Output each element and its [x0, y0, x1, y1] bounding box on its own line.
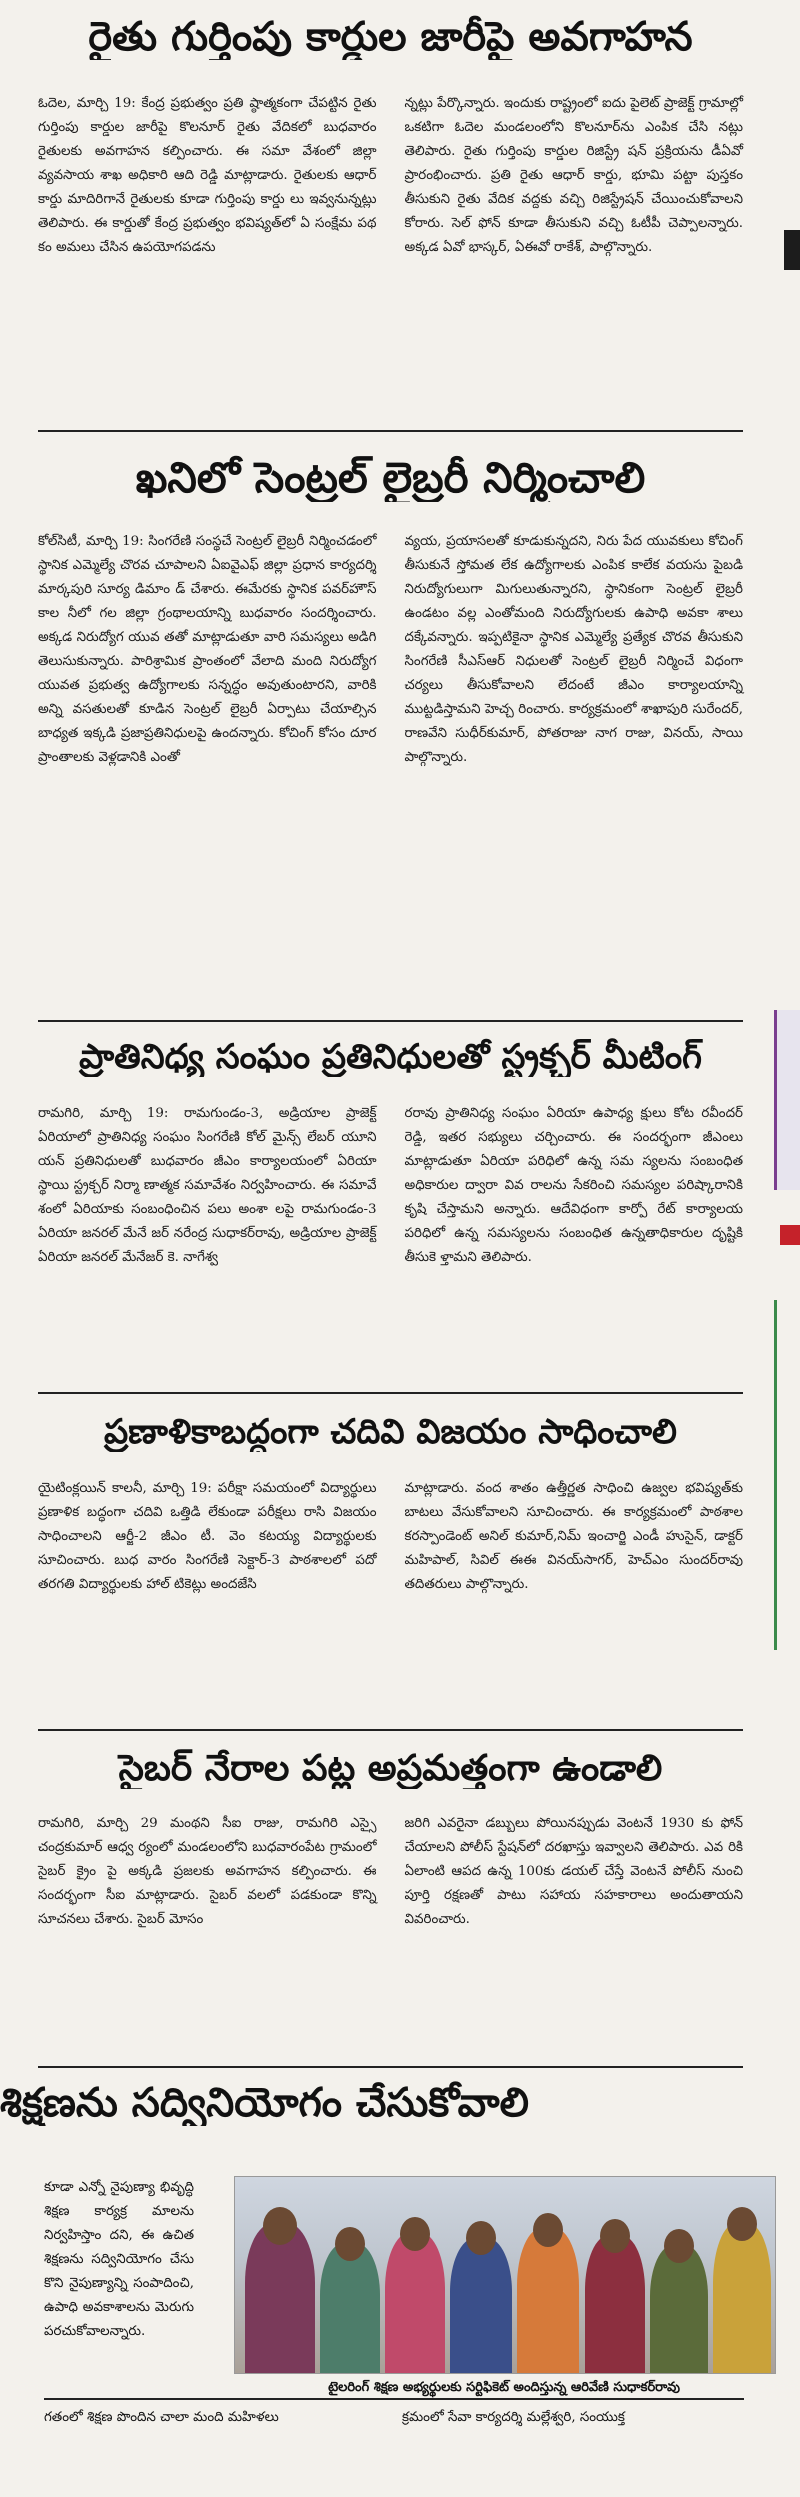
article-body [38, 1102, 743, 1270]
photo-caption: టైలరింగ్ శిక్షణ అభ్యర్థులకు సర్టిఫికెట్ అందిస్తున్న ఆరివేణి సుధాకర్‌రావు [328, 2380, 680, 2395]
body-footer-right: క్రమంలో సేవా కార్యదర్శి మల్లేశ్వరి, సంయుక్త [402, 2410, 625, 2425]
body-column-1: కూడా ఎన్నో నైపుణ్యా భివృద్ధి శిక్షణ కార్యక్ర మాలను నిర్వహిస్తాం దని, ఈ ఉచిత శిక్షణను సద్వినియోగం చేసు కొని నైపుణ్యాన్ని సంపాదించి, ఉపాధి అవకాశాలను మెరుగు పరచుకోవాలన్నారు. [44, 2180, 194, 2339]
photo-person-head [400, 2217, 430, 2251]
adjacent-fragment [774, 1010, 800, 1190]
photo-person [450, 2238, 512, 2373]
headline: శిక్షణను సద్వినియోగం చేసుకోవాలి [0, 2080, 529, 2126]
photo-person-head [664, 2229, 694, 2263]
body-column-2: జరిగి ఎవరైనా డబ్బులు పోయినప్పుడు వెంటనే 1930 కు ఫోన్ చేయాలని పోలీస్ స్టేషన్‌లో దరఖాస్తు ఇవ్వాలని తెలిపారు. ఎవ రికి ఏలాంటి ఆపద ఉన్న 100కు డయల్ చేస్తే వెంటనే పోలీస్ నుంచి పూర్తి రక్షణతో పాటు సహాయ సహకారాలు అందుతాయని వివరించారు. [404, 1816, 743, 1927]
adjacent-fragment [774, 1300, 800, 1650]
divider [38, 1392, 743, 1394]
divider [44, 2398, 744, 2400]
photo-person-head [600, 2219, 630, 2253]
photo-person-head [335, 2227, 365, 2261]
article-body [38, 1812, 743, 1932]
divider [38, 430, 743, 432]
headline: ఖనిలో సెంట్రల్ లైబ్రరీ నిర్మించాలి [135, 454, 646, 502]
photo-person-head [727, 2207, 757, 2241]
photo-person [585, 2235, 645, 2373]
adjacent-fragment [784, 230, 800, 270]
body-column-1: కోల్‌సిటీ, మార్చి 19: సింగరేణి సంస్థచే సెంట్రల్ లైబ్రరీ నిర్మించడంలో స్థానిక ఎమ్మెల్యే చొరవ చూపాలని ఏఐవైఎఫ్ జిల్లా ప్రధాన కార్యదర్శి మార్కపురి సూర్య డిమాం డ్ చేశారు. ఈమేరకు స్థానిక పవర్‌హౌస్ కాల నీలో గల జిల్లా గ్రంథాలయాన్ని బుధవారం సందర్శించారు. అక్కడ నిరుద్యోగ యువ తతో మాట్లాడుతూ వారి సమస్యలు అడిగి తెలుసుకున్నారు. పారిశ్రామిక ప్రాంతంలో వేలాది మంది నిరుద్యోగ యువత ప్రభుత్వ ఉద్యోగాలకు సన్నద్ధం అవుతుంటారని, వారికి అన్ని వసతులతో కూడిన సెంట్రల్ లైబ్రరీ ఏర్పాటు చేయాల్సిన బాధ్యత ఇక్కడి ప్రజాప్రతినిధులపై ఉందన్నారు. కోచింగ్ కోసం దూర ప్రాంతాలకు వెళ్లడానికి ఎంతో [38, 534, 377, 765]
photo-person [517, 2228, 579, 2373]
body-column-1: ఓదెల, మార్చి 19: కేంద్ర ప్రభుత్వం ప్రతి ష్ఠాత్మకంగా చేపట్టిన రైతు గుర్తింపు కార్డుల జారీపై కొలనూర్ రైతు వేదికలో బుధవారం రైతులకు అవగాహన కల్పించారు. ఈ సమా వేశంలో జిల్లా వ్యవసాయ శాఖ అధికారి ఆది రెడ్డి మాట్లాడారు. రైతులకు ఆధార్ కార్డు మాదిరిగానే రైతులకు కూడా గుర్తింపు కార్డు లు ఇవ్వనున్నట్లు తెలిపారు. ఈ కార్డుతో కేంద్ర ప్రభుత్వం భవిష్యత్‌లో ఏ సంక్షేమ పథ కం అమలు చేసిన ఉపయోగపడను [38, 96, 377, 255]
photo-person [245, 2223, 315, 2373]
body-column-1: రామగిరి, మార్చి 19: రామగుండం-3, అడ్రియాల ప్రాజెక్ట్ ఏరియాలో ప్రాతినిధ్య సంఘం సింగరేణి కోల్ మైన్స్ లేబర్ యూని యన్ ప్రతినిధులతో బుధవారం జీఎం కార్యాలయంలో ఏరియా స్థాయి స్ట్రక్చర్ నిర్మా ణాత్మక సమావేశం నిర్వహించారు. ఈ సమావే శంలో ఏరియాకు సంబంధించిన పలు అంశా లపై రామగుండం-3 ఏరియా జనరల్ మేనే జర్ నరేంద్ర సుధాకర్‌రావు, అడ్రియాల ప్రాజెక్ట్ ఏరియా జనరల్ మేనేజర్ కె. నాగేశ్వ [38, 1106, 377, 1265]
divider [38, 2066, 743, 2068]
photo-person-head [533, 2213, 563, 2247]
headline: ప్రాతినిధ్య సంఘం ప్రతినిధులతో స్ట్రక్చర్ మీటింగ్ [79, 1038, 702, 1077]
headline: సైబర్ నేరాల పట్ల అప్రమత్తంగా ఉండాలి [118, 1748, 663, 1789]
headline: రైతు గుర్తింపు కార్డుల జారీపై అవగాహన [88, 14, 693, 60]
body-column-2: వ్యయ, ప్రయాసలతో కూడుకున్నదని, నిరు పేద యువకులు కోచింగ్ తీసుకునే స్తోమత లేక ఉద్యోగాలకు ఎంపిక కాలేక వయసు పైబడి నిరుద్యోగులుగా మిగులుతున్నారని, స్థానికంగా సెంట్రల్ లైబ్రరీ ఉండటం వల్ల ఎంతోమంది నిరుద్యోగులకు ఉపాధి అవకా శాలు దక్కేవన్నారు. ఇప్పటికైనా స్థానిక ఎమ్మెల్యే ప్రత్యేక చొరవ తీసుకుని సింగరేణి సీఎస్ఆర్ నిధులతో సెంట్రల్ లైబ్రరీ నిర్మించే విధంగా చర్యలు తీసుకోవాలని లేదంటే జీఎం కార్యాలయాన్ని ముట్టడిస్తామని హెచ్చ రించారు. కార్యక్రమంలో శాఖాపురి సురేందర్, రాణవేని సుధీర్‌కుమార్, పోతరాజు నాగ రాజు, వినయ్, సాయి పాల్గొన్నారు. [404, 534, 743, 765]
article-body [38, 530, 743, 770]
body-footer-left: గతంలో శిక్షణ పొందిన చాలా మంది మహిళలు [44, 2410, 279, 2425]
adjacent-fragment [780, 1225, 800, 1245]
divider [38, 1729, 743, 1731]
article-body [38, 1477, 743, 1597]
body-column-2: న్నట్లు పేర్కొన్నారు. ఇందుకు రాష్ట్రంలో ఐదు పైలెట్ ప్రాజెక్ట్ గ్రామాల్లో ఒకటిగా ఓదెల మండలంలోని కొలనూర్‌ను ఎంపిక చేసి నట్లు తెలిపారు. రైతు గుర్తింపు కార్డుల రిజిస్ట్రే షన్ ప్రక్రియను డీఏవో ప్రారంభించారు. ప్రతి రైతు ఆధార్ కార్డు, భూమి పట్టా పుస్తకం తీసుకుని రైతు వేదిక వద్దకు వచ్చి రిజిస్ట్రేషన్ చేయించుకోవాలని కోరారు. సెల్ ఫోన్ కూడా తీసుకుని వచ్చి ఓటీపీ చెప్పాలన్నారు. అక్కడ ఏవో భాస్కర్, ఏఈవో రాకేశ్, పాల్గొన్నారు. [404, 96, 743, 255]
photo-person [385, 2233, 445, 2373]
body-column-1: రామగిరి, మార్చి 29 మంథని సీఐ రాజు, రామగిరి ఎస్సై చంద్రకుమార్ ఆధ్వ ర్యంలో మండలంలోని బుధవారంపేట గ్రామంలో సైబర్ క్రైం పై అక్కడి ప్రజలకు అవగాహన కల్పించారు. ఈ సందర్భంగా సీఐ మాట్లాడారు. సైబర్ వలలో పడకుండా కొన్ని సూచనలు చేశారు. సైబర్ మోసం [38, 1816, 377, 1927]
adjacent-page-edge [770, 0, 800, 2497]
photo-person [320, 2243, 380, 2373]
body-column-2: రరావు ప్రాతినిధ్య సంఘం ఏరియా ఉపాధ్య క్షులు కోట రవీందర్ రెడ్డి, ఇతర సభ్యులు చర్చించారు. ఈ సందర్భంగా జీఎంలు మాట్లాడుతూ ఏరియా పరిధిలో ఉన్న సమ స్యలను సంబంధిత అధికారుల ద్వారా వివ రాలను సేకరించి సమస్యల పరిష్కారానికి కృషి చేస్తామని అన్నారు. ఆదేవిధంగా కార్పో రేట్ కార్యాలయ పరిధిలో ఉన్న సమస్యలను సంబంధిత ఉన్నతాధికారుల దృష్టికి తీసుకె ళ్తామని తెలిపారు. [404, 1106, 743, 1265]
photo-person-head [263, 2207, 297, 2245]
body-column-1: యైటింక్లయిన్ కాలనీ, మార్చి 19: పరీక్షా సమయంలో విద్యార్థులు ప్రణాళిక బద్ధంగా చదివి ఒత్తిడి లేకుండా పరీక్షలు రాసి విజయం సాధించాలని ఆర్జీ-2 జీఎం టీ. వెం కటయ్య విద్యార్థులకు సూచించారు. బుధ వారం సింగరేణి సెక్టార్-3 పాఠశాలలో పదో తరగతి విద్యార్థులకు హాల్ టికెట్లు అందజేసి [38, 1481, 377, 1592]
divider [38, 1020, 743, 1022]
training-photo [234, 2176, 776, 2374]
photo-person [650, 2245, 708, 2373]
headline: ప్రణాళికాబద్ధంగా చదివి విజయం సాధించాలి [104, 1413, 677, 1452]
photo-person [713, 2223, 771, 2373]
article-body [38, 92, 743, 260]
body-column-2: మాట్లాడారు. వంద శాతం ఉత్తీర్ణత సాధించి ఉజ్వల భవిష్యత్‌కు బాటలు వేసుకోవాలని సూచించారు. ఈ కార్యక్రమంలో పాఠశాల కరస్పాండెంట్ అనిల్ కుమార్,నిమ్ ఇంచార్జి ఎండీ హుసైన్, డాక్టర్ మహిపాల్, సివిల్ ఈఈ వినయ్‌సాగర్, హెచ్ఎం సుందర్‌రావు తదితరులు పాల్గొన్నారు. [404, 1481, 743, 1592]
photo-person-head [466, 2221, 496, 2255]
